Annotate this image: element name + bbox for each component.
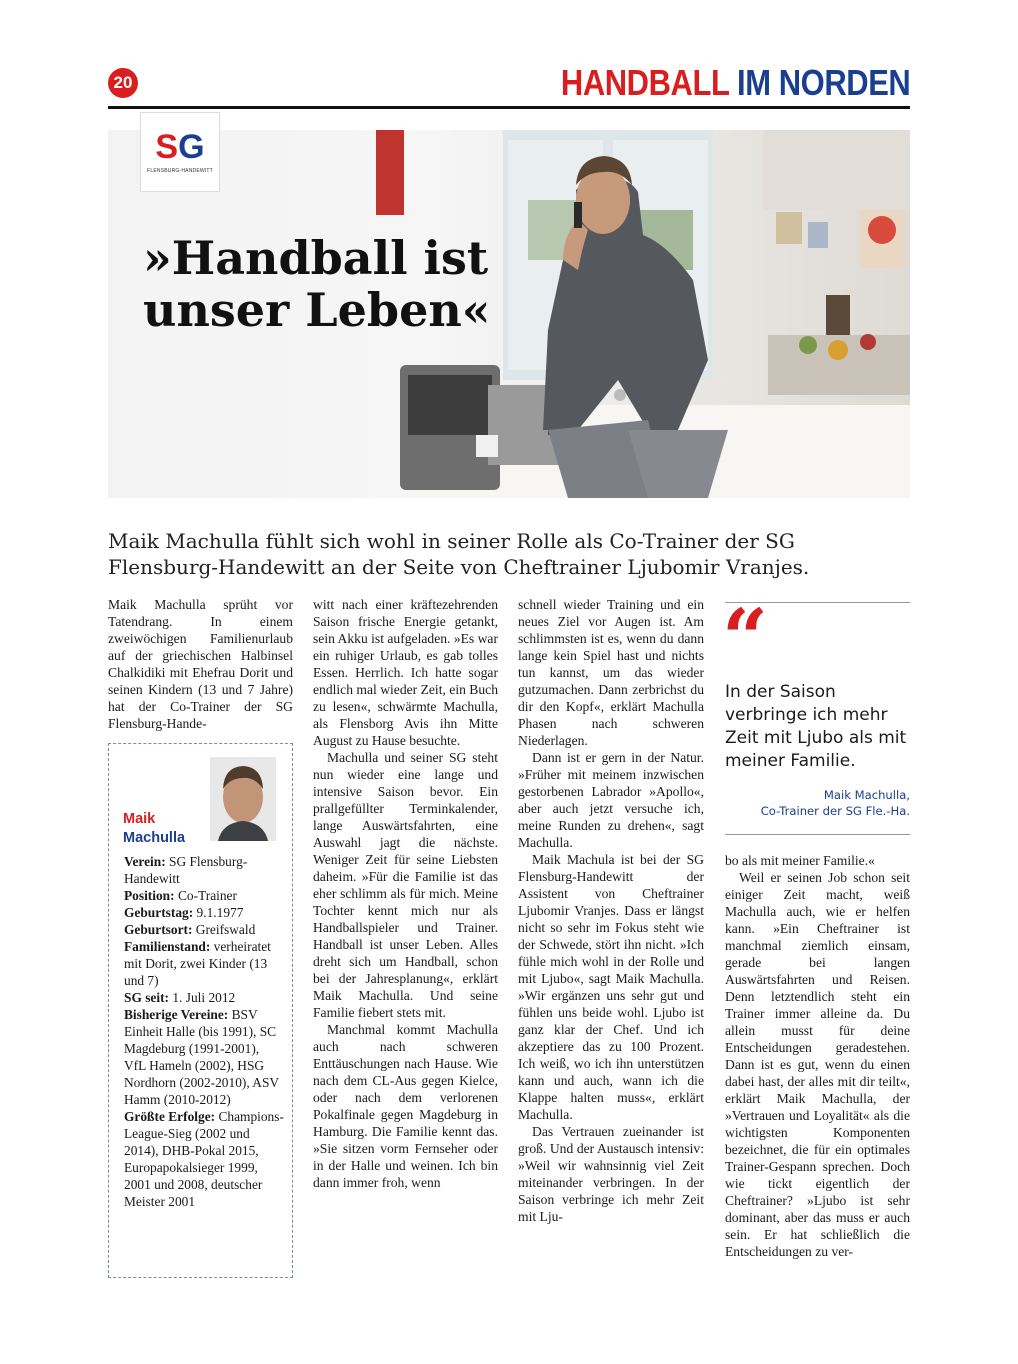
article-headline xyxy=(143,232,523,336)
paragraph: bo als mit meiner Familie.« xyxy=(725,853,875,868)
pull-quote-text: In der Saison verbringe ich mehr Zeit mit Ljubo als mit meiner Familie. xyxy=(725,682,907,771)
fact-vereine: Bisherige Vereine: BSV Einheit Halle (bis 1991), SC Magdeburg (1991-2001), VfL Hameln (2002), HSG Nordhorn (2002-2010), ASV Hamm (2010-2012) xyxy=(124,1007,279,1107)
paragraph: Weil er seinen Job schon seit einiger Zeit macht, weiß Machulla auch, wie er helfen kann. »Ein Cheftrainer ist manchmal ziemlich einsam, gerade bei langen Auswärtsfahrten und Reisen. Denn letztendlich steht ein Trainer immer alleine da. Du allein musst für deine Entscheidungen geradestehen. Dann ist es gut, wenn du einen dabei hast, der alles mit dir teilt«, erklärt Maik Machulla, der »Vertrauen und Loyalität« als die wichtigsten Komponenten bezeichnet, die für ein optimales Trainer-Gespann sprechen. Doch wie tickt eigentlich der Cheftrainer? »Ljubo ist sehr dominant, aber das muss er auch sein. Er hat schließlich die Entscheidungen zu ver- xyxy=(725,870,910,1259)
paragraph: Maik Machula ist bei der SG Flensburg-Handewitt der Assistent von Cheftrainer Ljubomir Vranjes. Dass er längst nicht so sehr im Fokus steht wie der Schwede, stört ihn nicht. »Ich fühle mich wohl in der Rolle und mit Ljubo«, sagt Maik Machulla. »Wir ergänzen uns sehr gut und fühlen uns beide wohl. Ljubo ist ganz klar der Chef. Und ich akzeptiere das zu 100 Prozent. Ich weiß, wo ich ihn unterstützen kann und auch, wann ich die Klappe halten muss«, erklärt Machulla. xyxy=(518,852,704,1122)
article-column-3 xyxy=(518,596,704,1225)
article-column-4 xyxy=(725,852,910,1260)
paragraph: Machulla und seiner SG steht nun wieder eine lange und intensive Saison bevor. Ein prallgefüllter Terminkalender, lange Auswärtsfahrten, eine Auswahl jagt die nächste. Weniger Zeit für seine Liebsten daheim. »Für die Familie ist das eher schlimm als für mich. Meine Tochter kennt mich nur als Handballspieler und Trainer. Handball ist unser Leben. Alles dreht sich um Handball, schon bei der Jahresplanung«, erklärt Maik Machulla. Und seine Familie fiebert stets mit. xyxy=(313,750,498,1020)
section-title-part1: HANDBALL xyxy=(560,62,729,103)
profile-first-name: Maik xyxy=(123,811,156,827)
section-title-part2: IM NORDEN xyxy=(736,62,910,103)
club-logo-subtext: FLENSBURG-HANDEWITT xyxy=(147,168,213,174)
header-rule xyxy=(108,106,910,109)
fact-geburtsort: Geburtsort: Greifswald xyxy=(124,922,256,937)
paragraph: Dann ist er gern in der Natur. »Früher mit meinem inzwischen gestorbenen Labrador »Apollo«, aber auch jetzt versuche ich, meine Runden zu drehen«, sagt Machulla. xyxy=(518,750,704,850)
headline-line1: »Handball ist xyxy=(143,231,489,285)
fact-position: Position: Co-Trainer xyxy=(124,888,237,903)
profile-box xyxy=(108,743,293,1278)
club-logo-letters: SG xyxy=(155,128,205,166)
profile-last-name: Machulla xyxy=(123,830,186,846)
page-number-badge: 20 xyxy=(108,68,138,98)
paragraph: Das Vertrauen zueinander ist groß. Und der Austausch intensiv: »Weil wir wahnsinnig viel Zeit miteinander verbringen. In der Saison verbringe ich mehr Zeit mit Lju- xyxy=(518,1124,704,1224)
article-subtitle: Maik Machulla fühlt sich wohl in seiner Rolle als Co-Trainer der SG Flensburg-Handewitt an der Seite von Cheftrainer Ljubomir Vranjes. xyxy=(108,529,810,579)
headline-line2: unser Leben« xyxy=(143,283,491,337)
fact-geburtstag: Geburtstag: 9.1.1977 xyxy=(124,905,244,920)
profile-facts xyxy=(124,853,284,1210)
article-column-2 xyxy=(313,596,498,1191)
club-logo xyxy=(140,112,220,192)
pull-quote-source xyxy=(725,787,910,819)
pull-quote-source-role: Co-Trainer der SG Fle.-Ha. xyxy=(760,804,910,818)
fact-erfolge: Größte Erfolge: Champions-League-Sieg (2002 und 2014), DHB-Pokal 2015, Europapokalsieger 1999, 2001 und 2008, deutscher Meister 2001 xyxy=(124,1109,284,1209)
paragraph: witt nach einer kräftezehrenden Saison frische Energie getankt, sein Akku ist aufgeladen. »Es war ein ruhiger Urlaub, es gab tolles Essen. Herrlich. Ich hatte sogar endlich mal wieder Zeit, ein Buch zu lesen«, schwärmte Machulla, als Flensborg Avis ihn Mitte August zu Hause besuchte. xyxy=(313,597,498,748)
quote-mark-icon: “ xyxy=(722,591,769,685)
paragraph: schnell wieder Training und ein neues Ziel vor Augen ist. Am schlimmsten ist es, wenn du dann lange kein Spiel hast und nichts tun kannst, um das wieder gutzumachen. Dann zerbrichst du dir den Kopf«, erklärt Machulla Phasen nach schweren Niederlagen. xyxy=(518,597,704,748)
profile-name xyxy=(123,810,185,848)
paragraph: Manchmal kommt Machulla auch nach schweren Enttäuschungen nach Hause. Wie nach dem CL-Aus gegen Kielce, oder nach dem verlorenen Pokalfinale gegen Magdeburg in Hamburg. Die Familie kennt das. »Sie sitzen vorm Fernseher oder in der Halle und weinen. Ich bin dann immer froh, wenn xyxy=(313,1022,498,1190)
quote-rule-bottom xyxy=(725,834,910,835)
pull-quote-source-name: Maik Machulla, xyxy=(823,788,910,802)
fact-verein: Verein: SG Flensburg-Handewitt xyxy=(124,854,248,886)
section-title xyxy=(561,62,910,104)
article-column-1 xyxy=(108,596,293,732)
paragraph: Maik Machulla sprüht vor Tatendrang. In einem zweiwöchigen Familienurlaub auf der griechischen Halbinsel Chalkidiki mit Ehefrau Dorit und seinen Kindern (13 und 7 Jahre) hat der Co-Trainer der SG Flensburg-Hande- xyxy=(108,597,293,731)
profile-portrait xyxy=(210,757,276,841)
fact-sg-seit: SG seit: 1. Juli 2012 xyxy=(124,990,236,1005)
fact-familienstand: Familienstand: verheiratet mit Dorit, zwei Kinder (13 und 7) xyxy=(124,939,271,988)
